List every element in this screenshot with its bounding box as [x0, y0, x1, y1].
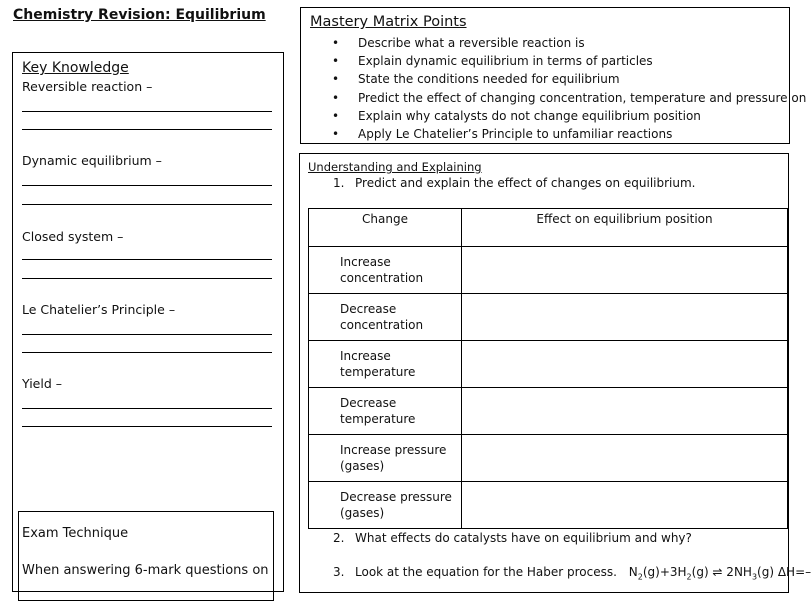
mastery-points-list	[332, 34, 806, 143]
exam-technique-text: When answering 6-mark questions on	[22, 563, 269, 578]
understanding-title: Understanding and Explaining	[308, 160, 482, 174]
effect-answer-cell[interactable]	[462, 294, 788, 341]
change-cell	[309, 341, 462, 388]
question-text: Predict and explain the effect of changes on equilibrium.	[355, 176, 696, 190]
question-text: What effects do catalysts have on equilibrium and why?	[355, 531, 692, 545]
answer-line[interactable]	[22, 259, 272, 260]
change-cell	[309, 482, 462, 529]
change-line-1: Increase	[340, 349, 391, 363]
question-number: 1.	[333, 176, 345, 190]
answer-line[interactable]	[22, 352, 272, 353]
eq-subscript: 2	[686, 572, 692, 582]
answer-line[interactable]	[22, 111, 272, 112]
term-dynamic-equilibrium: Dynamic equilibrium –	[22, 153, 162, 168]
column-header-effect: Effect on equilibrium position	[462, 209, 788, 247]
table-row	[309, 294, 788, 341]
answer-line[interactable]	[22, 278, 272, 279]
eq-subscript: 3	[751, 572, 758, 582]
effect-answer-cell[interactable]	[462, 482, 788, 529]
table-row	[309, 247, 788, 294]
equilibrium-table	[308, 208, 788, 529]
term-le-chatelier: Le Chatelier’s Principle –	[22, 302, 176, 317]
mastery-matrix-title: Mastery Matrix Points	[310, 14, 467, 30]
answer-line[interactable]	[22, 204, 272, 205]
answer-line[interactable]	[22, 408, 272, 409]
effect-answer-cell[interactable]	[462, 341, 788, 388]
column-header-change: Change	[309, 209, 462, 247]
change-line-1: Decrease	[340, 302, 397, 316]
change-cell	[309, 388, 462, 435]
eq-part: (g) ΔH=–	[757, 565, 811, 579]
haber-equation	[628, 565, 811, 582]
effect-answer-cell[interactable]	[462, 247, 788, 294]
mastery-point: • Describe what a reversible reaction is	[332, 34, 806, 52]
term-reversible-reaction: Reversible reaction –	[22, 79, 153, 94]
change-line-2: temperature	[340, 412, 416, 426]
answer-line[interactable]	[22, 129, 272, 130]
mastery-point: • Apply Le Chatelier’s Principle to unfamiliar reactions	[332, 125, 806, 143]
term-yield: Yield –	[22, 376, 62, 391]
answer-line[interactable]	[22, 185, 272, 186]
mastery-point: • Predict the effect of changing concentration, temperature and pressure on	[332, 89, 806, 107]
change-line-1: Increase	[340, 255, 391, 269]
table-row	[309, 388, 788, 435]
question-3	[333, 565, 811, 581]
key-knowledge-title: Key Knowledge	[22, 60, 129, 76]
answer-line[interactable]	[22, 426, 272, 427]
table-row	[309, 341, 788, 388]
exam-technique-title: Exam Technique	[22, 526, 129, 541]
table-header-row	[309, 209, 788, 247]
change-line-1: Decrease pressure	[340, 490, 452, 504]
mastery-point: • Explain why catalysts do not change equilibrium position	[332, 107, 806, 125]
answer-line[interactable]	[22, 334, 272, 335]
change-cell	[309, 247, 462, 294]
mastery-point: • Explain dynamic equilibrium in terms of particles	[332, 52, 806, 70]
change-cell	[309, 294, 462, 341]
table-row	[309, 482, 788, 529]
effect-answer-cell[interactable]	[462, 388, 788, 435]
question-text: Look at the equation for the Haber process.	[355, 565, 617, 579]
change-line-2: (gases)	[340, 506, 385, 520]
question-1	[333, 176, 696, 190]
page-title: Chemistry Revision: Equilibrium	[13, 7, 266, 23]
change-line-2: temperature	[340, 365, 416, 379]
change-cell	[309, 435, 462, 482]
eq-subscript: 2	[637, 572, 643, 582]
table-row	[309, 435, 788, 482]
change-line-1: Decrease	[340, 396, 397, 410]
question-number: 3.	[333, 565, 345, 579]
change-line-2: concentration	[340, 318, 424, 332]
term-closed-system: Closed system –	[22, 229, 124, 244]
mastery-point: • State the conditions needed for equilibrium	[332, 70, 806, 88]
eq-part: (g)+3H	[642, 565, 687, 579]
eq-part: (g) ⇌ 2NH	[691, 565, 752, 579]
change-line-2: (gases)	[340, 459, 385, 473]
effect-answer-cell[interactable]	[462, 435, 788, 482]
question-number: 2.	[333, 531, 345, 545]
question-2	[333, 531, 692, 545]
eq-part: N	[628, 565, 638, 579]
exam-technique-box	[18, 511, 274, 601]
change-line-1: Increase pressure	[340, 443, 447, 457]
change-line-2: concentration	[340, 271, 424, 285]
